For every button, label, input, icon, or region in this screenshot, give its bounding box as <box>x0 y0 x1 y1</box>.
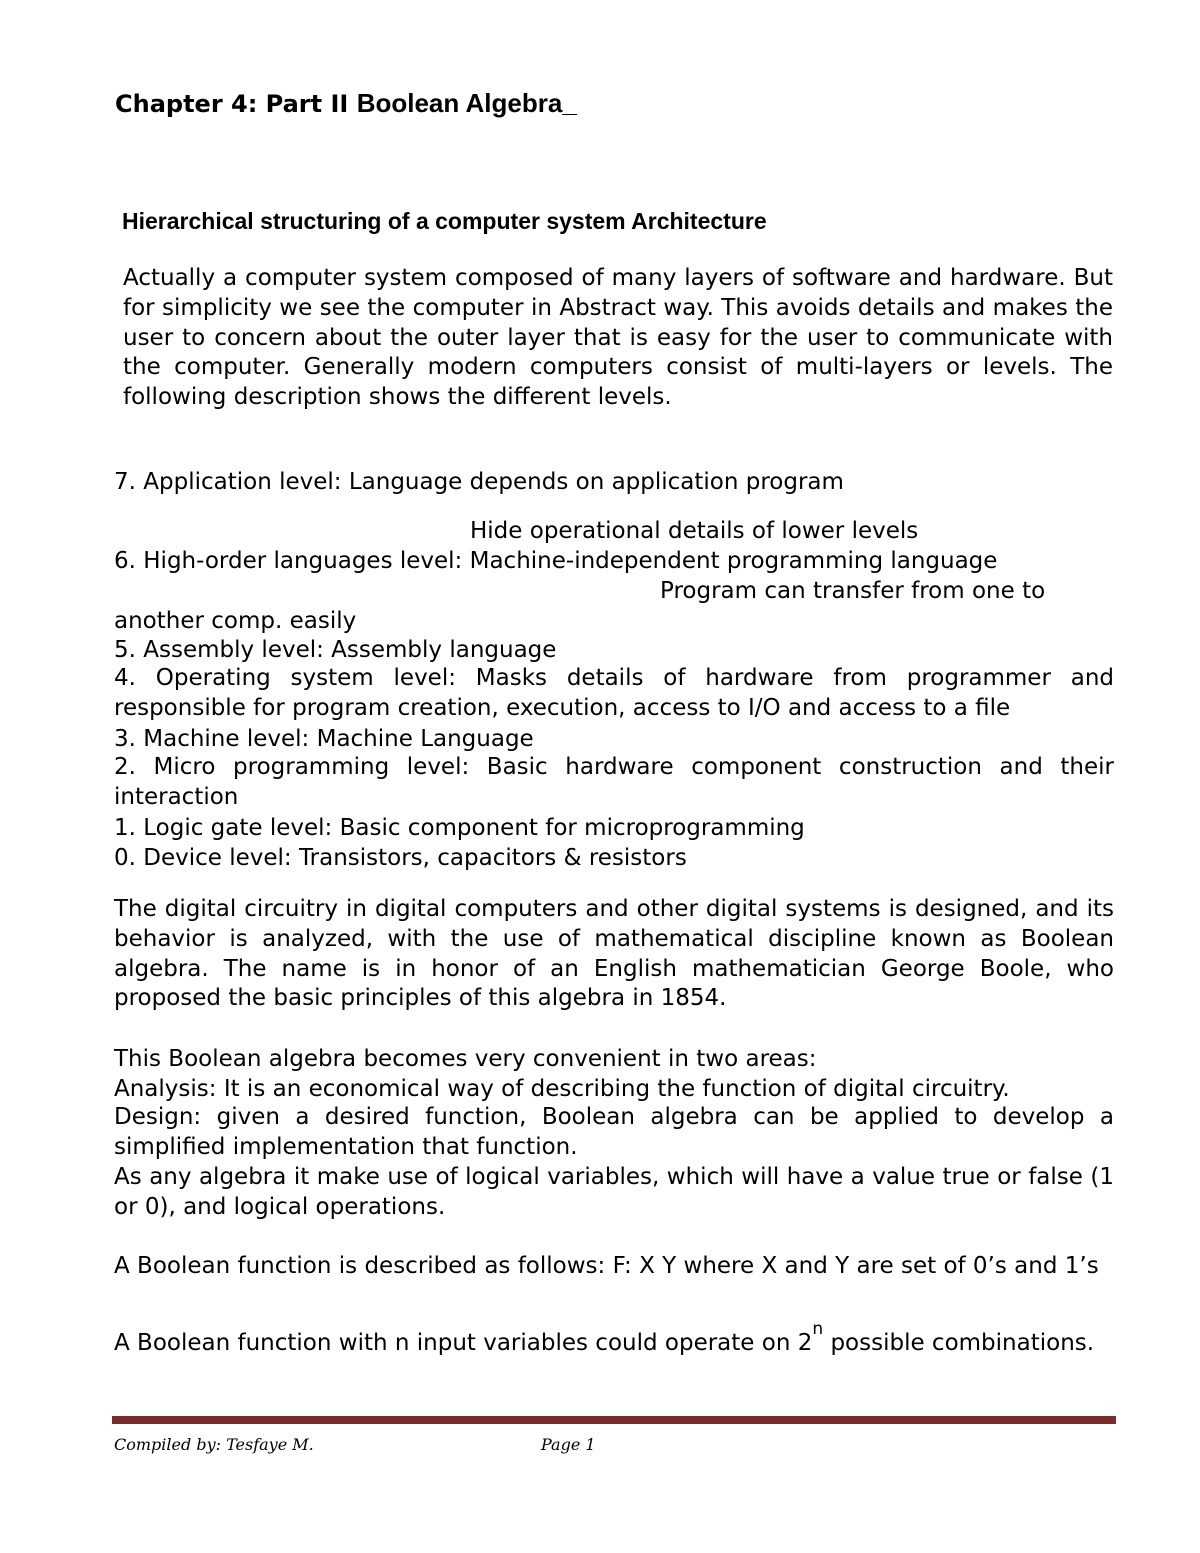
design-paragraph: Design: given a desired function, Boolean algebra can be applied to develop a simplified implementation that function. <box>114 1104 1114 1160</box>
level-2: 2. Micro programming level: Basic hardware component construction and their interaction <box>114 754 1114 810</box>
footer-rule <box>112 1416 1116 1424</box>
section-heading: Hierarchical structuring of a computer system Architecture <box>122 208 767 234</box>
level-4: 4. Operating system level: Masks details of hardware from programmer and responsible for program creation, execution, access to I/O and access to a file <box>114 665 1114 721</box>
level-6-note: Program can transfer from one to <box>660 578 1046 604</box>
level-5: 5. Assembly level: Assembly language <box>114 637 557 663</box>
chapter-title-underscore: _ <box>562 88 577 118</box>
level-1: 1. Logic gate level: Basic component for microprogramming <box>114 815 805 841</box>
level-0: 0. Device level: Transistors, capacitors & resistors <box>114 845 687 871</box>
convenient-areas-line: This Boolean algebra becomes very convenient in two areas: <box>114 1046 817 1072</box>
analysis-line: Analysis: It is an economical way of describing the function of digital circuitry. <box>114 1076 1010 1102</box>
combinations-text-end: possible combinations. <box>823 1330 1095 1356</box>
level-3: 3. Machine level: Machine Language <box>114 726 534 752</box>
exponent-n: n <box>812 1319 824 1339</box>
variables-paragraph: As any algebra it make use of logical variables, which will have a value true or false (1 or 0), and logical operations. <box>114 1164 1114 1220</box>
level-6: 6. High-order languages level: Machine-independent programming language <box>114 548 998 574</box>
level-7: 7. Application level: Language depends on application program <box>114 469 844 495</box>
chapter-title <box>115 86 577 121</box>
level-7-note: Hide operational details of lower levels <box>470 518 919 544</box>
boolean-intro-paragraph: The digital circuitry in digital computers and other digital systems is designed, and its behavior is analyzed, with the use of mathematical discipline known as Boolean algebra. The name is in honor of an English mathematician George Boole, who proposed the basic principles of this algebra in 1854. <box>114 896 1114 1012</box>
combinations-paragraph <box>114 1319 1114 1361</box>
intro-paragraph: Actually a computer system composed of many layers of software and hardware. But for simplicity we see the computer in Abstract way. This avoids details and makes the user to concern about the outer layer that is easy for the user to communicate with the computer. Generally modern computers consist of multi-layers or levels. The following description shows the different levels. <box>123 265 1113 411</box>
chapter-title-bold: Boolean Algebra <box>356 88 563 118</box>
combinations-text-start: A Boolean function with n input variables could operate on 2 <box>114 1330 813 1356</box>
footer-page-number: Page 1 <box>541 1435 596 1454</box>
chapter-title-plain: Chapter 4: Part II <box>115 90 357 118</box>
footer-compiled-by: Compiled by: Tesfaye M. <box>114 1435 314 1454</box>
boolean-function-definition: A Boolean function is described as follows: F: X Y where X and Y are set of 0’s and 1’s <box>114 1253 1099 1279</box>
level-6-continuation: another comp. easily <box>114 608 357 634</box>
